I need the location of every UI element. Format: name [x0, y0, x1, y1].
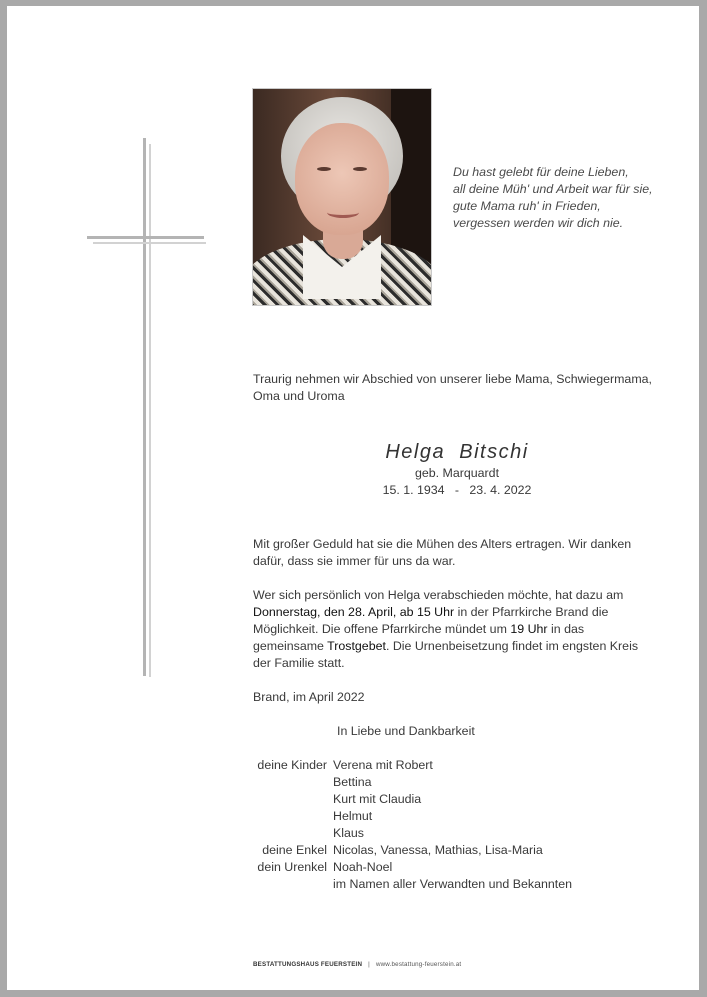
family-label: deine Kinder [257, 758, 327, 772]
life-dates [307, 482, 607, 499]
family-list [243, 757, 572, 893]
paragraph-farewell: Wer sich persönlich von Helga verabschieden möchte, hat dazu am Donnerstag, den 28. April, ab 15 Uhr in der Pfarrkirche Brand die Möglichkeit. Die offene Pfarrkirche mündet um 19 Uhr in das gemeinsame Trostgebet. Die Urnenbeisetzung findet im engsten Kreis der Familie statt. [253, 588, 639, 670]
family-row [243, 825, 572, 842]
family-row [243, 808, 572, 825]
family-label [243, 774, 333, 791]
funeral-home-url[interactable]: www.bestattung-feuerstein.at [375, 961, 462, 968]
family-name: Nicolas, Vanessa, Mathias, Lisa-Maria [333, 843, 543, 857]
paragraph-patience: Mit großer Geduld hat sie die Mühen des Alters ertragen. Wir danken dafür, dass sie immer für uns da war. [253, 537, 632, 568]
family-label: dein Urenkel [257, 860, 327, 874]
family-name: Verena mit Robert [333, 758, 433, 772]
family-label [243, 808, 333, 825]
family-label: deine Enkel [262, 843, 327, 857]
footer-separator: | [368, 961, 370, 968]
poem-line: gute Mama ruh' in Frieden, [453, 199, 601, 213]
poem-line: Du hast gelebt für deine Lieben, [453, 165, 629, 179]
family-name: Klaus [333, 826, 364, 840]
intro-text: Traurig nehmen wir Abschied von unserer liebe Mama, Schwiegermama, Oma und Uroma [253, 372, 652, 403]
family-row [243, 876, 572, 893]
poem-line: all deine Müh' und Arbeit war für sie, [453, 182, 653, 196]
memorial-poem [453, 164, 693, 232]
family-label [243, 876, 333, 893]
family-row [243, 842, 572, 859]
prayer-label: Trostgebet [327, 639, 386, 653]
family-name: Helmut [333, 809, 373, 823]
family-row [243, 774, 572, 791]
prayer-time: 19 Uhr [510, 622, 548, 636]
maiden-name: geb. Marquardt [414, 466, 500, 480]
funeral-home-name: BESTATTUNGSHAUS FEUERSTEIN [253, 961, 363, 968]
date-separator: - [454, 483, 460, 497]
obituary-page [7, 6, 699, 990]
family-name: im Namen aller Verwandten und Bekannten [333, 877, 573, 891]
family-label [243, 825, 333, 842]
farewell-date: Donnerstag, den 28. April, ab 15 Uhr [253, 605, 455, 619]
family-row [243, 859, 572, 876]
family-label [243, 791, 333, 808]
birth-date: 15. 1. 1934 [382, 483, 445, 497]
family-name: Noah-Noel [333, 860, 393, 874]
family-name: Kurt mit Claudia [333, 792, 422, 806]
poem-line: vergessen werden wir dich nie. [453, 216, 624, 230]
death-date: 23. 4. 2022 [469, 483, 532, 497]
deceased-name: Helga Bitschi [385, 441, 529, 463]
family-row [243, 757, 572, 774]
family-row [243, 791, 572, 808]
signoff: In Liebe und Dankbarkeit [337, 724, 475, 738]
family-name: Bettina [333, 775, 372, 789]
place-date: Brand, im April 2022 [253, 690, 365, 704]
deceased-block [307, 439, 607, 499]
portrait-photo [252, 88, 432, 306]
footer [253, 961, 461, 968]
